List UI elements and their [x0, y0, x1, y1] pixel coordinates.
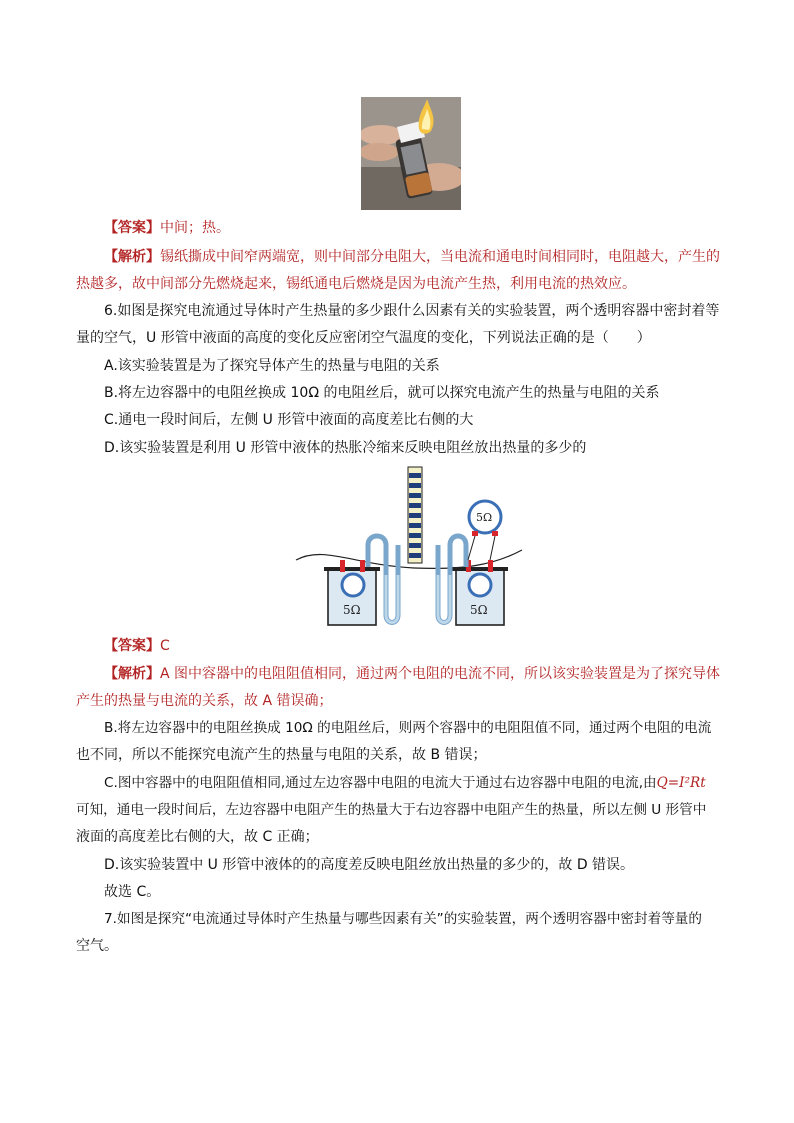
q6-analysis-c-line2: 可知，通电一段时间后，左边容器中电阻产生的热量大于右边容器中电阻产生的热量，所以左侧 U 形管中	[76, 802, 707, 818]
analysis-text: A 图中容器中的电阻阻值相同，通过两个电阻的电流不同，所以该实验装置是为了探究导体	[160, 666, 721, 682]
answer-text: C	[160, 638, 170, 654]
analysis-label: 【解析】	[104, 666, 160, 682]
q6-analysis-d: D.该实验装置中 U 形管中液体的的高度差反映电阻丝放出热量的多少的，故 D 错误。	[104, 857, 635, 873]
q6-analysis-b-line1: B.将左边容器中的电阻丝换成 10Ω 的电阻丝后，则两个容器中的电阻阻值不同，通过两个电阻的电流	[104, 720, 712, 736]
answer-label: 【答案】	[104, 220, 160, 236]
q6-analysis-a-line2: 产生的热量与电流的关系，故 A 错误确；	[76, 693, 333, 709]
q6-option-b: B.将左边容器中的电阻丝换成 10Ω 的电阻丝后，就可以探究电流产生的热量与电阻的关系	[104, 385, 660, 401]
q6-answer	[104, 636, 724, 656]
experiment-diagram	[294, 465, 524, 630]
formula: Q=I²Rt	[656, 775, 706, 791]
q6-stem-line1: 6.如图是探究电流通过导体时产生热量的多少跟什么因素有关的实验装置，两个透明容器中密封着等	[104, 303, 720, 319]
analysis-c-text: C.图中容器中的电阻阻值相同,通过左边容器中电阻的电流大于通过右边容器中电阻的电流,由	[104, 775, 657, 791]
q6-analysis-a-line1	[104, 664, 724, 684]
analysis-text: 锡纸撕成中间窄两端宽，则中间部分电阻大，当电流和通电时间相同时，电阻越大，产生的	[160, 249, 720, 265]
burning-foil-photo	[361, 97, 461, 210]
answer-text: 中间；热。	[160, 220, 230, 236]
q6-option-d: D.该实验装置是利用 U 形管中液体的热胀冷缩来反映电阻丝放出热量的多少的	[104, 440, 587, 456]
q5-analysis-line2: 热越多，故中间部分先燃烧起来，锡纸通电后燃烧是因为电流产生热，利用电流的热效应。	[76, 276, 636, 292]
q6-analysis-c-line3: 液面的高度差比右侧的大，故 C 正确；	[76, 829, 319, 845]
left-resistor-label: 5Ω	[343, 603, 361, 617]
right-resistor-label: 5Ω	[470, 603, 488, 617]
answer-label: 【答案】	[104, 638, 160, 654]
q6-option-c: C.通电一段时间后，左侧 U 形管中液面的高度差比右侧的大	[104, 412, 474, 428]
q5-answer	[104, 218, 724, 238]
q7-stem-line1: 7.如图是探究“电流通过导体时产生热量与哪些因素有关”的实验装置，两个透明容器中密封着等量的	[104, 911, 702, 927]
analysis-label: 【解析】	[104, 249, 160, 265]
q6-option-a: A.该实验装置是为了探究导体产生的热量与电阻的关系	[104, 358, 440, 374]
q6-analysis-c-line1	[104, 773, 724, 793]
q6-analysis-b-line2: 也不同，所以不能探究电流产生的热量与电阻的关系，故 B 错误；	[76, 747, 487, 763]
q7-stem-line2: 空气。	[76, 938, 118, 954]
external-resistor-label: 5Ω	[476, 511, 493, 524]
q6-conclusion: 故选 C。	[104, 884, 161, 900]
q5-analysis-line1	[104, 247, 724, 267]
q6-stem-line2: 量的空气，U 形管中液面的高度的变化反应密闭空气温度的变化，下列说法正确的是（ ）	[76, 330, 651, 346]
